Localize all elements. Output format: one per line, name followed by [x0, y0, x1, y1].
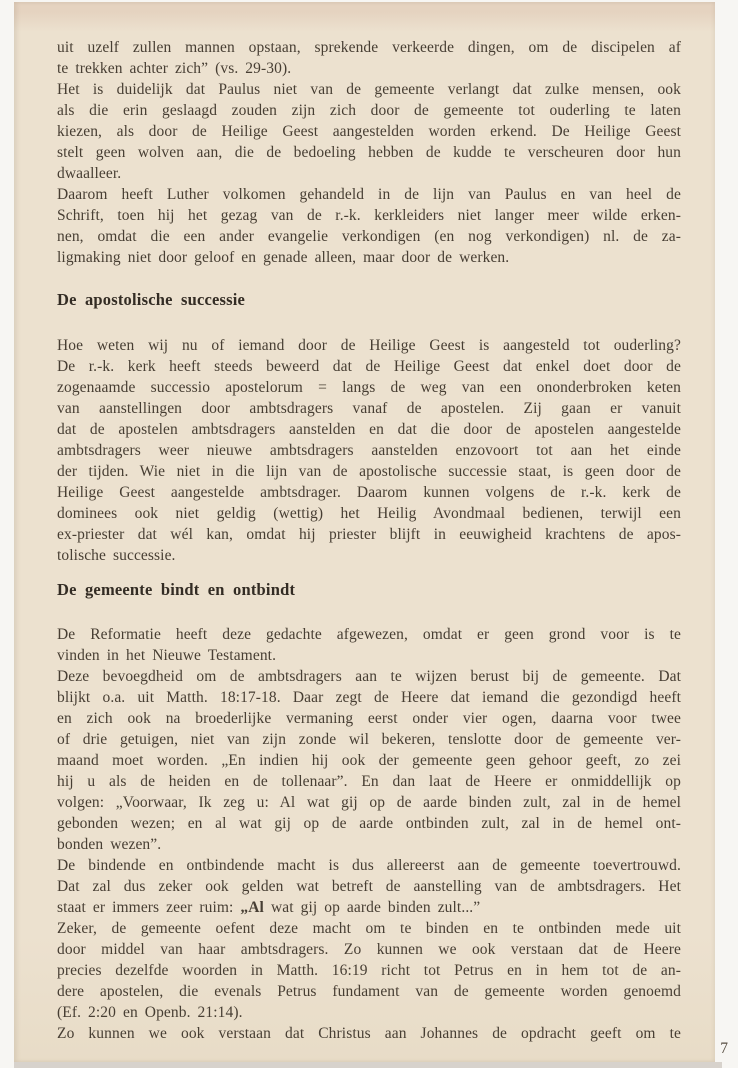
- text-line: nen, omdat die een ander evangelie verkondigen (en nog verkondigen) nl. de za-: [57, 228, 681, 245]
- text-line: dere apostelen, die evenals Petrus fundament van de gemeente worden genoemd: [57, 983, 681, 1000]
- text-line: De Reformatie heeft deze gedachte afgewezen, omdat er geen grond voor is te: [57, 626, 681, 643]
- section-heading: De gemeente bindt en ontbindt: [57, 580, 296, 599]
- text-line: kiezen, als door de Heilige Geest aangestelden worden erkend. De Heilige Geest: [57, 123, 681, 140]
- section-heading: De apostolische successie: [57, 290, 246, 309]
- text-line: Dat zal dus zeker ook gelden wat betreft de aanstelling van de ambtsdragers. Het: [57, 878, 681, 895]
- paragraph: [57, 666, 681, 855]
- text-line: der tijden. Wie niet in die lijn van de apostolische successie staat, is geen door de: [57, 463, 681, 480]
- book-page: [14, 2, 728, 1062]
- text-line: of drie getuigen, niet van zijn zonde wil bekeren, tenslotte door de gemeente ver-: [57, 731, 681, 748]
- text-line: maand moet worden. „En indien hij ook der gemeente geen gehoor geeft, zo zei: [57, 752, 681, 769]
- text-line: (Ef. 2:20 en Openb. 21:14).: [57, 1004, 243, 1021]
- scan-bottom-strip: [14, 1062, 722, 1068]
- text-line: Heilige Geest aangestelde ambtsdrager. Daarom kunnen volgens de r.-k. kerk de: [57, 484, 681, 501]
- text-line: vinden in het Nieuwe Testament.: [57, 647, 277, 664]
- text-line: en zich ook na broederlijke vermaning eerst onder vier ogen, daarna voor twee: [57, 710, 681, 727]
- text-line: Het is duidelijk dat Paulus niet van de gemeente verlangt dat zulke mensen, ook: [57, 81, 681, 98]
- text-line: hij u als de heiden en de tollenaar”. En dan laat de Heere er onmiddellijk op: [57, 773, 681, 790]
- text-line: De r.-k. kerk heeft steeds beweerd dat de Heilige Geest dat enkel doet door de: [57, 358, 681, 375]
- text-line: uit uzelf zullen mannen opstaan, sprekende verkeerde dingen, om de discipelen af: [57, 39, 681, 56]
- text-line: door middel van haar ambtsdragers. Zo kunnen we ook verstaan dat de Heere: [57, 941, 681, 958]
- text-line: bonden wezen”.: [57, 836, 162, 853]
- text-line: De bindende en ontbindende macht is dus allereerst aan de gemeente toevertrouwd.: [57, 857, 681, 874]
- bold-text: „Al: [240, 899, 264, 916]
- text-line: stelt geen wolven aan, die de bedoeling hebben de kudde te verscheuren door hun: [57, 144, 681, 161]
- paragraph: [57, 79, 681, 184]
- text-line: Zo kunnen we ook verstaan dat Christus aan Johannes de opdracht geeft om te: [57, 1025, 681, 1042]
- text-line: Daarom heeft Luther volkomen gehandeld in de lijn van Paulus en van heel de: [57, 186, 681, 203]
- paragraph: [57, 1023, 681, 1044]
- text-line: als die erin geslaagd zouden zijn zich door de gemeente tot ouderling te laten: [57, 102, 681, 119]
- paragraph: [57, 624, 681, 666]
- text-line: volgen: „Voorwaar, Ik zeg u: Al wat gij op de aarde binden zult, zal in de hemel: [57, 794, 681, 811]
- paragraph: [57, 184, 681, 268]
- paragraph: [57, 37, 681, 79]
- text-line: ambtsdragers weer nieuwe ambtsdragers aanstelden enzovoort tot aan het einde: [57, 442, 681, 459]
- page-number: 7: [720, 1040, 728, 1057]
- paragraph: [57, 918, 681, 1023]
- text-line: tolische successie.: [57, 547, 176, 564]
- text-line: blijkt o.a. uit Matth. 18:17-18. Daar zegt de Heere dat iemand die gezondigd heeft: [57, 689, 681, 706]
- text-line: gebonden wezen; en al wat gij op de aarde ontbinden zult, zal in de hemel ont-: [57, 815, 681, 832]
- text-line: dat de apostelen ambtsdragers aanstelden en dat die door de apostelen aangestelde: [57, 421, 681, 438]
- text-line: te trekken achter zich” (vs. 29-30).: [57, 60, 292, 77]
- text-line: Zeker, de gemeente oefent deze macht om te binden en te ontbinden mede uit: [57, 920, 681, 937]
- text-line: staat er immers zeer ruim: „Al wat gij op aarde binden zult...”: [57, 899, 481, 916]
- paragraph: [57, 335, 681, 566]
- paragraph: [57, 855, 681, 918]
- text-line: van aanstellingen door ambtsdragers vanaf de apostelen. Zij gaan er vanuit: [57, 400, 681, 417]
- text-line: zogenaamde successio apostelorum = langs de weg van een ononderbroken keten: [57, 379, 681, 396]
- text-line: Deze bevoegdheid om de ambtsdragers aan te wijzen berust bij de gemeente. Dat: [57, 668, 681, 685]
- text-line: Hoe weten wij nu of iemand door de Heilige Geest is aangesteld tot ouderling?: [57, 337, 681, 354]
- text-line: ligmaking niet door geloof en genade alleen, maar door de werken.: [57, 249, 510, 266]
- page-content: [57, 37, 681, 1044]
- text-line: dominees ook niet geldig (wettig) het Heilig Avondmaal bedienen, terwijl een: [57, 505, 681, 522]
- text-line: dwaalleer.: [57, 165, 122, 182]
- text-line: Schrift, toen hij het gezag van de r.-k. kerkleiders niet langer meer wilde erken-: [57, 207, 681, 224]
- text-line: precies dezelfde woorden in Matth. 16:19 richt tot Petrus en in hem tot de an-: [57, 962, 681, 979]
- text-line: ex-priester dat wél kan, omdat hij priester blijft in eeuwigheid krachtens de apos-: [57, 526, 681, 543]
